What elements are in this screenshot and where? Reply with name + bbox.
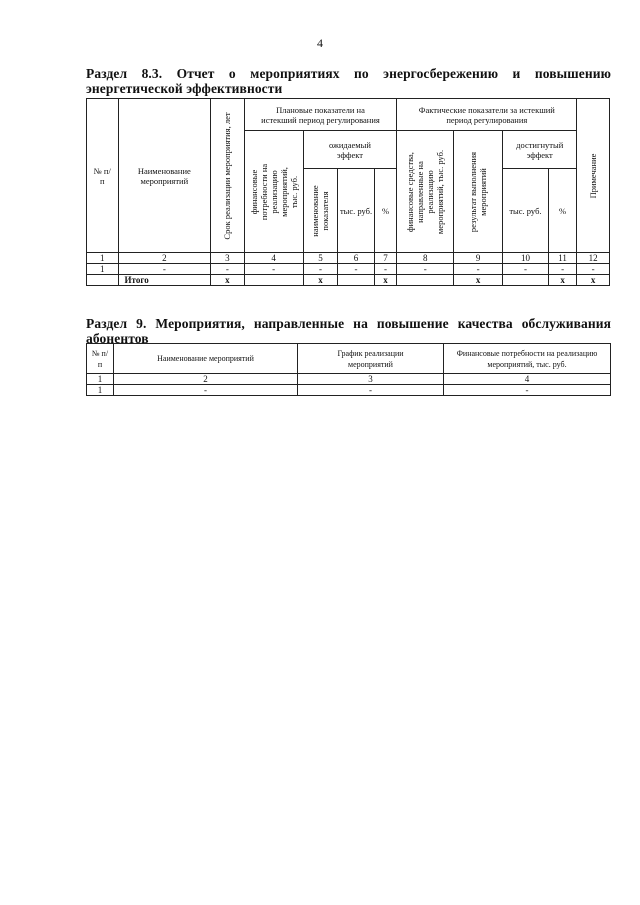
cell: x <box>374 275 396 286</box>
cell: x <box>211 275 245 286</box>
section-8-3-title: Раздел 8.3. Отчет о мероприятиях по энергосбережению и повышению энергетической эффективности <box>86 66 611 96</box>
colnum-cell: 2 <box>114 374 298 385</box>
cell: - <box>114 385 298 396</box>
cell: - <box>211 264 245 275</box>
cell <box>397 275 454 286</box>
header-result: результат выполнения мероприятий <box>454 131 503 253</box>
energy-saving-report-table <box>86 98 610 286</box>
header-achieved-effect: достигнутый эффект <box>503 131 577 169</box>
cell: - <box>454 264 503 275</box>
cell: - <box>303 264 338 275</box>
colnum-cell: 2 <box>118 253 211 264</box>
cell <box>338 275 375 286</box>
header-percent-actual: % <box>548 169 577 253</box>
header-planned: Плановые показатели на истекший период регулирования <box>244 99 397 131</box>
cell <box>87 275 119 286</box>
cell: x <box>577 275 610 286</box>
total-row <box>87 275 610 286</box>
cell: - <box>548 264 577 275</box>
colnum-cell: 1 <box>87 374 114 385</box>
cell: 1 <box>87 264 119 275</box>
colnum-cell: 6 <box>338 253 375 264</box>
t9-header-finance: Финансовые потребности на реализацию мероприятий, тыс. руб. <box>444 344 611 374</box>
service-quality-table <box>86 343 611 396</box>
t9-header-name: Наименование мероприятий <box>114 344 298 374</box>
t9-header-schedule: График реализации мероприятий <box>298 344 444 374</box>
cell: - <box>118 264 211 275</box>
page-number: 4 <box>317 36 323 50</box>
header-name: Наименование мероприятий <box>118 99 211 253</box>
colnum-cell: 1 <box>87 253 119 264</box>
colnum-cell: 4 <box>444 374 611 385</box>
table-row <box>87 385 611 396</box>
header-indicator-name: наименование показателя <box>303 169 338 253</box>
header-percent: % <box>374 169 396 253</box>
cell: - <box>374 264 396 275</box>
cell: - <box>444 385 611 396</box>
column-numbers-row <box>87 253 610 264</box>
colnum-cell: 8 <box>397 253 454 264</box>
t9-header-num: № п/п <box>87 344 114 374</box>
header-term: Срок реализации мероприятия, лет <box>211 99 245 253</box>
header-planned-finance: финансовые потребности на реализацию мероприятий, тыс. руб. <box>244 131 303 253</box>
column-numbers-row <box>87 374 611 385</box>
header-note: Примечание <box>577 99 610 253</box>
total-label: Итого <box>118 275 211 286</box>
header-actual: Фактические показатели за истекший период регулирования <box>397 99 577 131</box>
colnum-cell: 9 <box>454 253 503 264</box>
colnum-cell: 10 <box>503 253 549 264</box>
section-9-title: Раздел 9. Мероприятия, направленные на повышение качества обслуживания абонентов <box>86 316 611 346</box>
header-expected-effect: ожидаемый эффект <box>303 131 397 169</box>
cell: - <box>298 385 444 396</box>
colnum-cell: 3 <box>211 253 245 264</box>
colnum-cell: 3 <box>298 374 444 385</box>
cell <box>244 275 303 286</box>
colnum-cell: 7 <box>374 253 396 264</box>
cell <box>503 275 549 286</box>
colnum-cell: 11 <box>548 253 577 264</box>
header-thous-rub-actual: тыс. руб. <box>503 169 549 253</box>
colnum-cell: 5 <box>303 253 338 264</box>
header-thous-rub: тыс. руб. <box>338 169 375 253</box>
cell: - <box>397 264 454 275</box>
cell: 1 <box>87 385 114 396</box>
colnum-cell: 4 <box>244 253 303 264</box>
table-row <box>87 264 610 275</box>
cell: - <box>244 264 303 275</box>
cell: x <box>548 275 577 286</box>
cell: - <box>503 264 549 275</box>
cell: - <box>338 264 375 275</box>
cell: - <box>577 264 610 275</box>
colnum-cell: 12 <box>577 253 610 264</box>
header-num: № п/п <box>87 99 119 253</box>
header-actual-finance: финансовые средства, направленные на реализацию мероприятий, тыс. руб. <box>397 131 454 253</box>
cell: x <box>303 275 338 286</box>
cell: x <box>454 275 503 286</box>
